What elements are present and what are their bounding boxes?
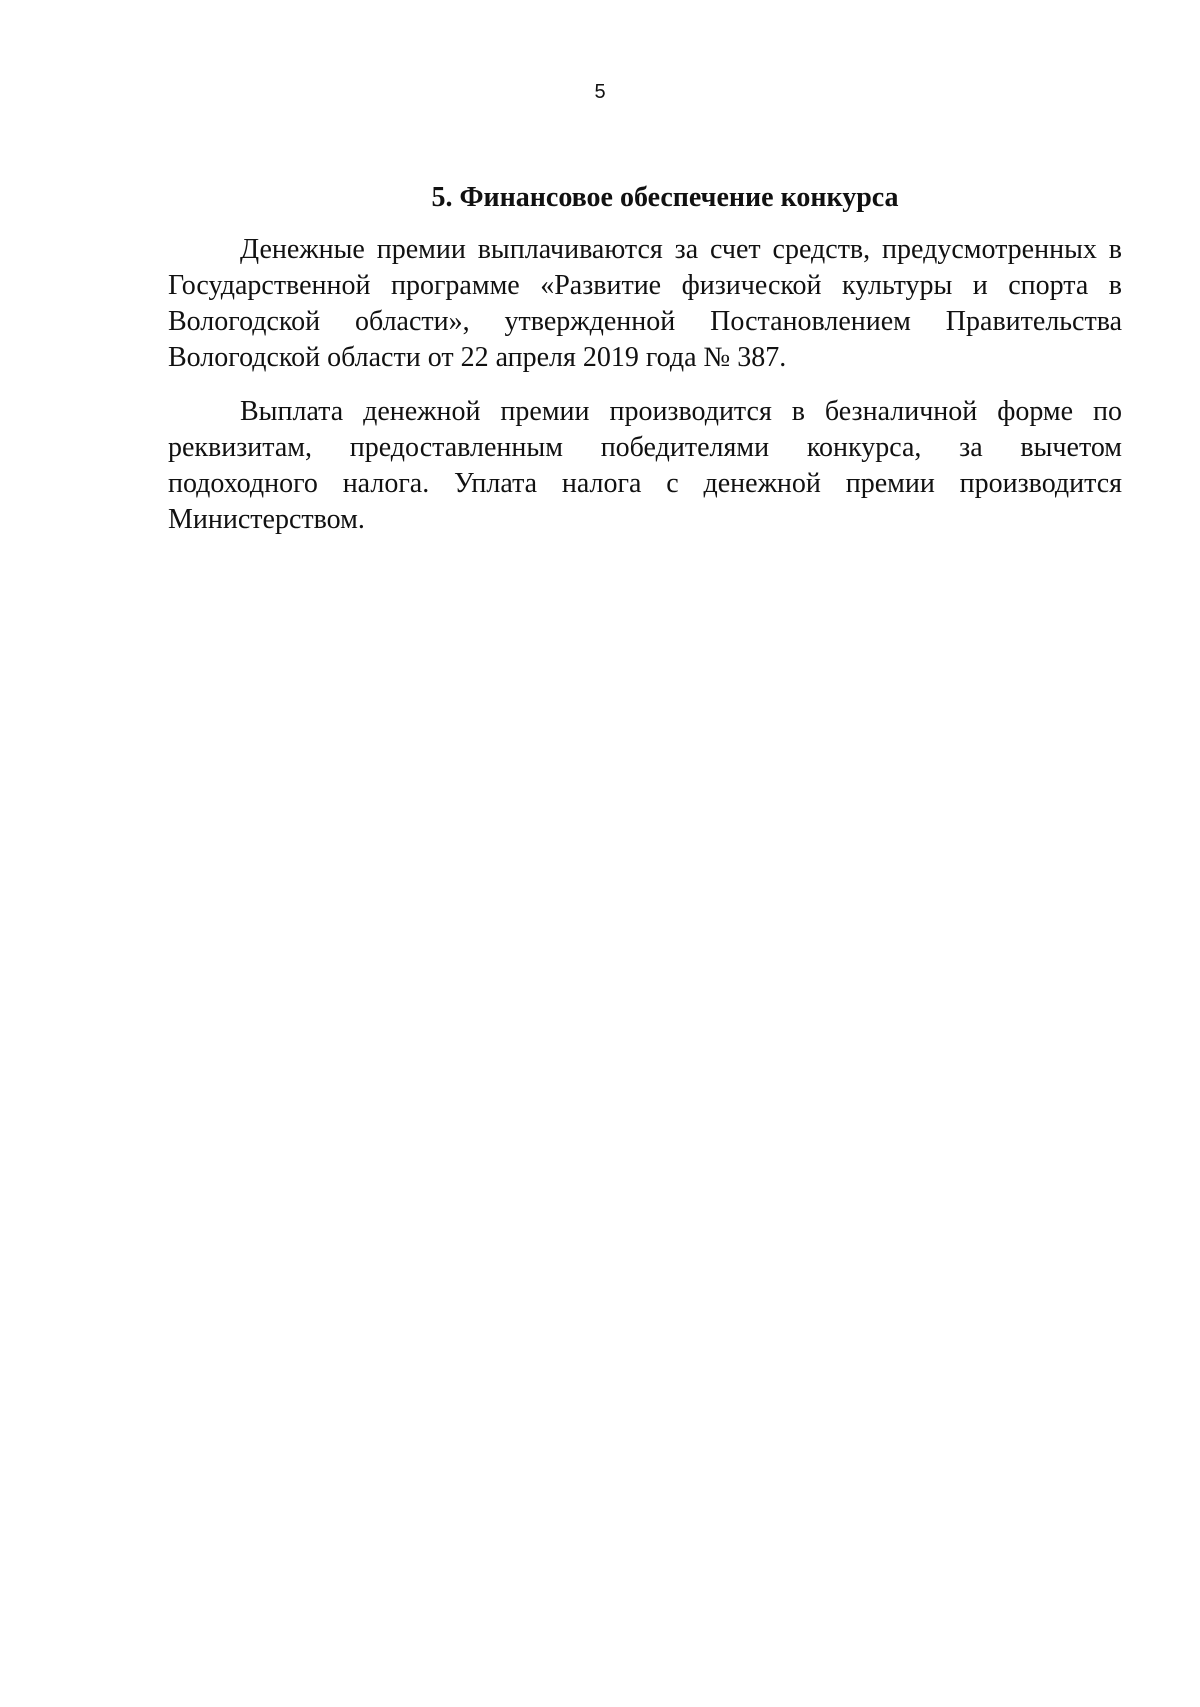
section-title: 5. Финансовое обеспечение конкурса [431, 182, 899, 213]
paragraph-funding-source: Денежные премии выплачиваются за счет средств, предусмотренных в Государственной программе «Развитие физической культуры и спорта в Вологодской области», утвержденной Постановлением Правительства Вологодской области от 22 апреля 2019 года № 387. [168, 234, 1122, 373]
page-number: 5 [594, 81, 606, 103]
paragraph-payment-method: Выплата денежной премии производится в безналичной форме по реквизитам, предоставленным победителями конкурса, за вычетом подоходного налога. Уплата налога с денежной премии производится Министерством. [168, 396, 1122, 535]
document-body [168, 178, 1122, 556]
